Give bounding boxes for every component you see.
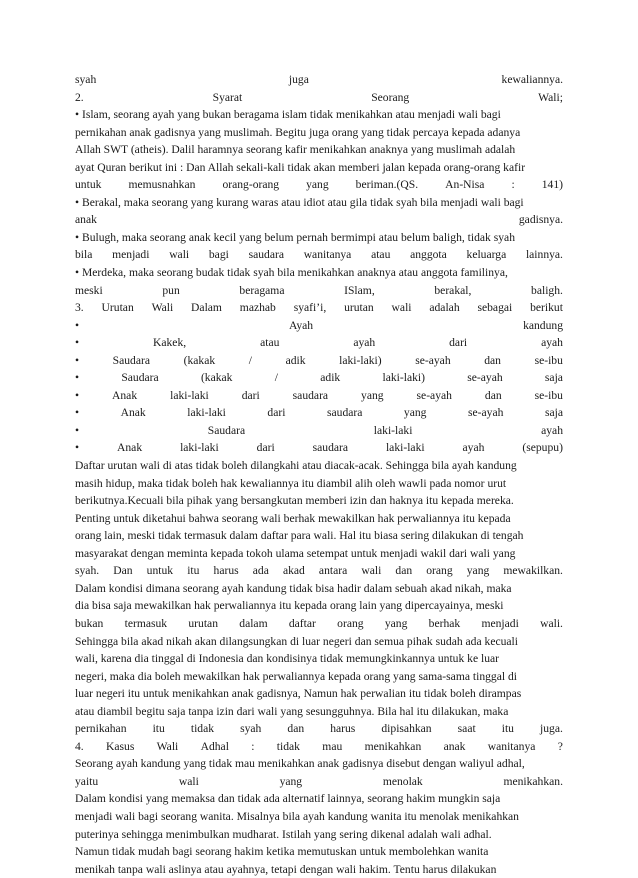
line-segment: Seorang <box>371 90 410 104</box>
line-segment: dan <box>484 353 501 367</box>
text-line <box>75 246 563 264</box>
line-segment: Anak <box>120 406 146 420</box>
line-segment: laki-laki <box>385 441 425 455</box>
line-segment: meski <box>75 283 103 297</box>
text-line <box>75 159 563 177</box>
text-line <box>75 264 563 282</box>
line-segment: ayah <box>353 336 376 350</box>
line-segment: se-ayah <box>468 406 504 420</box>
text-line <box>75 861 563 878</box>
line-segment: wali, karena dia tinggal di Indonesia dan kondisinya tidak memungkinkannya untuk ke luar <box>75 652 500 666</box>
text-line <box>75 124 563 142</box>
line-segment: Wali <box>156 739 179 753</box>
line-segment: berhak <box>428 616 461 630</box>
text-line <box>75 650 563 668</box>
line-segment: wali. <box>540 616 563 630</box>
line-segment: pernikahan <box>75 722 127 736</box>
line-segment: saudara <box>248 248 284 262</box>
line-segment: ada <box>252 564 269 578</box>
line-segment: harus <box>213 564 239 578</box>
line-segment: negeri, maka dia boleh mewakilkan hak perwaliannya kepada orang yang sama-sama tinggal di <box>75 669 518 683</box>
line-segment: syah. <box>75 564 100 578</box>
line-segment: An-Nisa <box>445 178 485 192</box>
text-line <box>75 843 563 861</box>
text-line <box>75 404 563 422</box>
line-segment: saja <box>544 406 563 420</box>
line-segment: wali <box>169 248 190 262</box>
text-line <box>75 457 563 475</box>
line-segment: syah <box>75 73 97 86</box>
line-segment: menikahkan. <box>503 774 563 788</box>
line-segment: Dalam kondisi yang memaksa dan tidak ada alternatif lainnya, seorang hakim mungkin saja <box>75 792 501 806</box>
line-segment: harus <box>330 722 356 736</box>
line-segment: saudara <box>312 441 349 455</box>
line-segment: • <box>75 423 80 437</box>
text-line <box>75 422 563 440</box>
line-segment: atau <box>371 248 391 262</box>
line-segment: mewakilkan. <box>503 564 563 578</box>
line-segment: itu <box>501 722 514 736</box>
text-line <box>75 106 563 124</box>
line-segment: Ayah <box>289 318 314 332</box>
text-line <box>75 89 563 107</box>
line-segment: laki-laki <box>373 423 413 437</box>
text-line <box>75 720 563 738</box>
line-segment: : <box>511 178 515 192</box>
text-line <box>75 282 563 300</box>
line-segment: Penting untuk diketahui bahwa seorang wali berhak mewakilkan hak perwaliannya itu kepada <box>75 511 511 525</box>
line-segment: kandung <box>523 318 563 332</box>
line-segment: berikut <box>530 301 563 315</box>
document-page <box>75 71 563 878</box>
line-segment: • <box>75 318 80 332</box>
text-line <box>75 211 563 229</box>
line-segment: • <box>75 336 80 350</box>
line-segment: • Merdeka, maka seorang budak tidak syah bila menikahkan anaknya atau anggota familinya, <box>75 266 508 280</box>
line-segment: dari <box>449 336 468 350</box>
text-line <box>75 317 563 335</box>
line-segment: juga. <box>540 722 563 736</box>
text-line <box>75 826 563 844</box>
line-segment: 3. <box>75 301 84 315</box>
text-line <box>75 176 563 194</box>
line-segment: Daftar urutan wali di atas tidak boleh dilangkahi atau diacak-acak. Sehingga bila ayah kandung <box>75 459 517 473</box>
line-segment: Wali; <box>538 90 563 104</box>
text-line <box>75 229 563 247</box>
line-segment: (sepupu) <box>522 441 563 455</box>
text-line <box>75 194 563 212</box>
text-line <box>75 527 563 545</box>
line-segment: menjadi <box>112 248 150 262</box>
line-segment: kewaliannya. <box>501 73 563 86</box>
line-segment: urutan <box>188 616 218 630</box>
line-segment: menikahkan <box>364 739 422 753</box>
text-line <box>75 352 563 370</box>
text-line <box>75 703 563 721</box>
line-segment: saudara <box>326 406 363 420</box>
line-segment: itu <box>152 722 165 736</box>
line-segment: laki-laki <box>170 388 209 402</box>
text-line <box>75 492 563 510</box>
line-segment: luar negeri itu untuk menikahkan anak gadisnya, Namun hak perwalian itu tidak boleh dirampas <box>75 687 522 701</box>
line-segment: atau <box>260 336 280 350</box>
line-segment: Saudara <box>207 423 246 437</box>
text-line <box>75 475 563 493</box>
line-segment: / <box>248 353 252 367</box>
line-segment: saja <box>544 371 563 385</box>
line-segment: yang <box>306 178 329 192</box>
line-segment: ayah <box>541 336 563 350</box>
line-segment: orang <box>337 616 364 630</box>
text-line <box>75 71 563 89</box>
line-segment: Kakek, <box>152 336 187 350</box>
line-segment: dan <box>395 564 413 578</box>
line-segment: beragama <box>239 283 285 297</box>
line-segment: puterinya sehingga menimbulkan mudharat. Istilah yang sering dikenal adalah wali adhal. <box>75 827 492 841</box>
line-segment: tidak <box>276 739 300 753</box>
line-segment: • Berakal, maka seorang yang kurang waras atau idiot atau gila tidak syah bila menjadi wali bagi <box>75 195 524 209</box>
line-segment: pun <box>162 283 180 297</box>
line-segment: 2. <box>75 90 84 104</box>
line-segment: laki-laki <box>180 441 219 455</box>
line-segment: orang <box>426 564 453 578</box>
line-segment: saudara <box>292 388 329 402</box>
text-line <box>75 387 563 405</box>
line-segment: baligh. <box>531 283 563 297</box>
line-segment: Dan <box>113 564 133 578</box>
line-segment: (kakak <box>200 371 233 385</box>
text-line <box>75 685 563 703</box>
line-segment: se-ibu <box>534 388 563 402</box>
line-segment: orang-orang <box>222 178 280 192</box>
line-segment: akad <box>282 564 305 578</box>
line-segment: yang <box>403 406 427 420</box>
line-segment: atau diambil begitu saja tanpa izin dari wali yang sesungguhnya. Bila hal itu dilakukan, maka <box>75 704 509 718</box>
line-segment: se-ibu <box>534 353 563 367</box>
line-segment: • Islam, seorang ayah yang bukan beragama islam tidak menikahkan atau menjadi wali bagi <box>75 108 501 122</box>
line-segment: • <box>75 441 80 455</box>
line-segment: Seorang ayah kandung yang tidak mau menikahkan anak gadisnya disebut dengan waliyul adhal, <box>75 757 525 771</box>
line-segment: wali <box>361 564 382 578</box>
line-segment: Dalam kondisi dimana seorang ayah kandung tidak bisa hadir dalam sebuah akad nikah, maka <box>75 581 512 595</box>
line-segment: keluarga <box>466 248 507 262</box>
text-line <box>75 580 563 598</box>
line-segment: bagi <box>208 248 229 262</box>
text-line <box>75 299 563 317</box>
line-segment: Saudara <box>121 371 159 385</box>
line-segment: pernikahan anak gadisnya yang muslimah. Begitu juga orang yang tidak percaya kepada adanya <box>75 125 521 139</box>
text-line <box>75 439 563 457</box>
line-segment: Anak <box>112 388 138 402</box>
line-segment: bukan <box>75 616 104 630</box>
text-line <box>75 790 563 808</box>
line-segment: Allah SWT (atheis). Dalil haramnya seorang kafir menikahkan anaknya yang muslimah adalah <box>75 143 516 157</box>
line-segment: masyarakat dengan meminta kepada tokoh ulama setempat untuk menjadi wakil dari wali yang <box>75 546 516 560</box>
line-segment: gadisnya. <box>518 213 563 227</box>
line-segment: Kasus <box>106 739 135 753</box>
line-segment: adik <box>320 371 341 385</box>
text-line <box>75 562 563 580</box>
line-segment: Sehingga bila akad nikah akan dilangsungkan di luar negeri dan semua pihak sudah ada kecuali <box>75 634 518 648</box>
line-segment: dia bisa saja mewakilkan hak perwaliannya itu kepada orang lain yang dipercayainya, meski <box>75 599 504 613</box>
line-segment: dari <box>241 388 260 402</box>
line-segment: berikutnya.Kecuali bila pihak yang bersangkutan memberi izin dan haknya itu kepada mereka. <box>75 494 514 508</box>
line-segment: menjadi wali bagi seorang wanita. Misalnya bila ayah kandung wanita itu menolak menikahkan <box>75 809 519 823</box>
line-segment: menjadi <box>481 616 519 630</box>
line-segment: laki-laki) <box>339 353 382 367</box>
line-segment: ayat Quran berikut ini : Dan Allah sekali-kali tidak akan memberi jalan kepada orang-orang kafir <box>75 160 526 174</box>
text-line <box>75 597 563 615</box>
line-segment: (kakak <box>183 353 216 367</box>
line-segment: dalam <box>239 616 268 630</box>
line-segment: yang <box>361 388 384 402</box>
line-segment: yaitu <box>75 774 99 788</box>
line-segment: syah <box>240 722 262 736</box>
line-segment: dan <box>287 722 305 736</box>
line-segment: ayah <box>541 423 563 437</box>
text-line <box>75 755 563 773</box>
line-segment: • <box>75 353 80 367</box>
line-segment: orang lain, meski tidak termasuk dalam daftar para wali. Hal itu biasa sering dilakukan di tengah <box>75 529 524 543</box>
line-segment: untuk <box>146 564 174 578</box>
line-segment: mau <box>322 739 343 753</box>
line-segment: laki-laki <box>187 406 226 420</box>
line-segment: Namun tidak mudah bagi seorang hakim ketika memutuskan untuk membolehkan wanita <box>75 845 489 859</box>
line-segment: wali <box>391 301 412 315</box>
line-segment: yang <box>279 774 303 788</box>
text-line <box>75 141 563 159</box>
line-segment: • <box>75 406 80 420</box>
line-segment: daftar <box>288 616 316 630</box>
line-segment: • <box>75 371 80 385</box>
text-line <box>75 668 563 686</box>
line-segment: syafi’i, <box>293 301 327 315</box>
line-segment: se-ayah <box>467 371 503 385</box>
line-segment: Wali <box>151 301 174 315</box>
line-segment: anggota <box>410 248 447 262</box>
line-segment: Saudara <box>112 353 150 367</box>
line-segment: Dalam <box>191 301 222 315</box>
line-segment: urutan <box>344 301 374 315</box>
text-line <box>75 334 563 352</box>
text-line <box>75 369 563 387</box>
line-segment: yang <box>466 564 490 578</box>
line-segment: ISlam, <box>344 283 375 297</box>
line-segment: Anak <box>117 441 143 455</box>
line-segment: masih hidup, maka tidak boleh hak kewaliannya itu diambil alih oleh wawli pada nomor urut <box>75 476 507 490</box>
line-segment: tidak <box>190 722 215 736</box>
line-segment: anak <box>75 213 97 227</box>
line-segment: antara <box>318 564 348 578</box>
line-segment: wanitanya <box>303 248 352 262</box>
line-segment: berakal, <box>434 283 472 297</box>
text-line <box>75 545 563 563</box>
line-segment: yang <box>384 616 408 630</box>
line-segment: ? <box>557 739 563 753</box>
text-line <box>75 738 563 756</box>
line-segment: sebagai <box>477 301 513 315</box>
line-segment: / <box>274 371 278 385</box>
line-segment: wali <box>178 774 199 788</box>
line-segment: 4. <box>75 739 84 753</box>
line-segment: • Bulugh, maka seorang anak kecil yang belum pernah bermimpi atau belum baligh, tidak syah <box>75 230 515 244</box>
line-segment: untuk <box>75 178 102 192</box>
line-segment: menikah tanpa wali aslinya atau ayahnya, tetapi dengan wali hakim. Tentu harus dilakukan <box>75 862 497 876</box>
text-line <box>75 615 563 633</box>
line-segment: bila <box>75 248 93 262</box>
line-segment: Adhal <box>200 739 229 753</box>
text-line <box>75 510 563 528</box>
line-segment: termasuk <box>124 616 168 630</box>
line-segment: dipisahkan <box>381 722 432 736</box>
line-segment: Urutan <box>101 301 134 315</box>
text-line <box>75 773 563 791</box>
text-line <box>75 633 563 651</box>
line-segment: Syarat <box>212 90 243 104</box>
line-segment: beriman.(QS. <box>355 178 419 192</box>
line-segment: menolak <box>382 774 423 788</box>
text-line <box>75 808 563 826</box>
line-segment: dan <box>484 388 502 402</box>
line-segment: dari <box>256 441 275 455</box>
line-segment: laki-laki) <box>382 371 425 385</box>
line-segment: : <box>251 739 255 753</box>
line-segment: anak <box>443 739 466 753</box>
line-segment: • <box>75 388 80 402</box>
line-segment: wanitanya <box>487 739 536 753</box>
line-segment: se-ayah <box>415 353 451 367</box>
line-segment: itu <box>187 564 200 578</box>
line-segment: saat <box>457 722 476 736</box>
line-segment: 141) <box>541 178 563 192</box>
line-segment: se-ayah <box>416 388 452 402</box>
line-segment: juga <box>288 73 309 86</box>
line-segment: mazhab <box>239 301 276 315</box>
line-segment: ayah <box>462 441 485 455</box>
line-segment: lainnya. <box>525 248 563 262</box>
line-segment: memusnahkan <box>128 178 196 192</box>
line-segment: adalah <box>429 301 460 315</box>
line-segment: dari <box>267 406 286 420</box>
line-segment: adik <box>285 353 306 367</box>
